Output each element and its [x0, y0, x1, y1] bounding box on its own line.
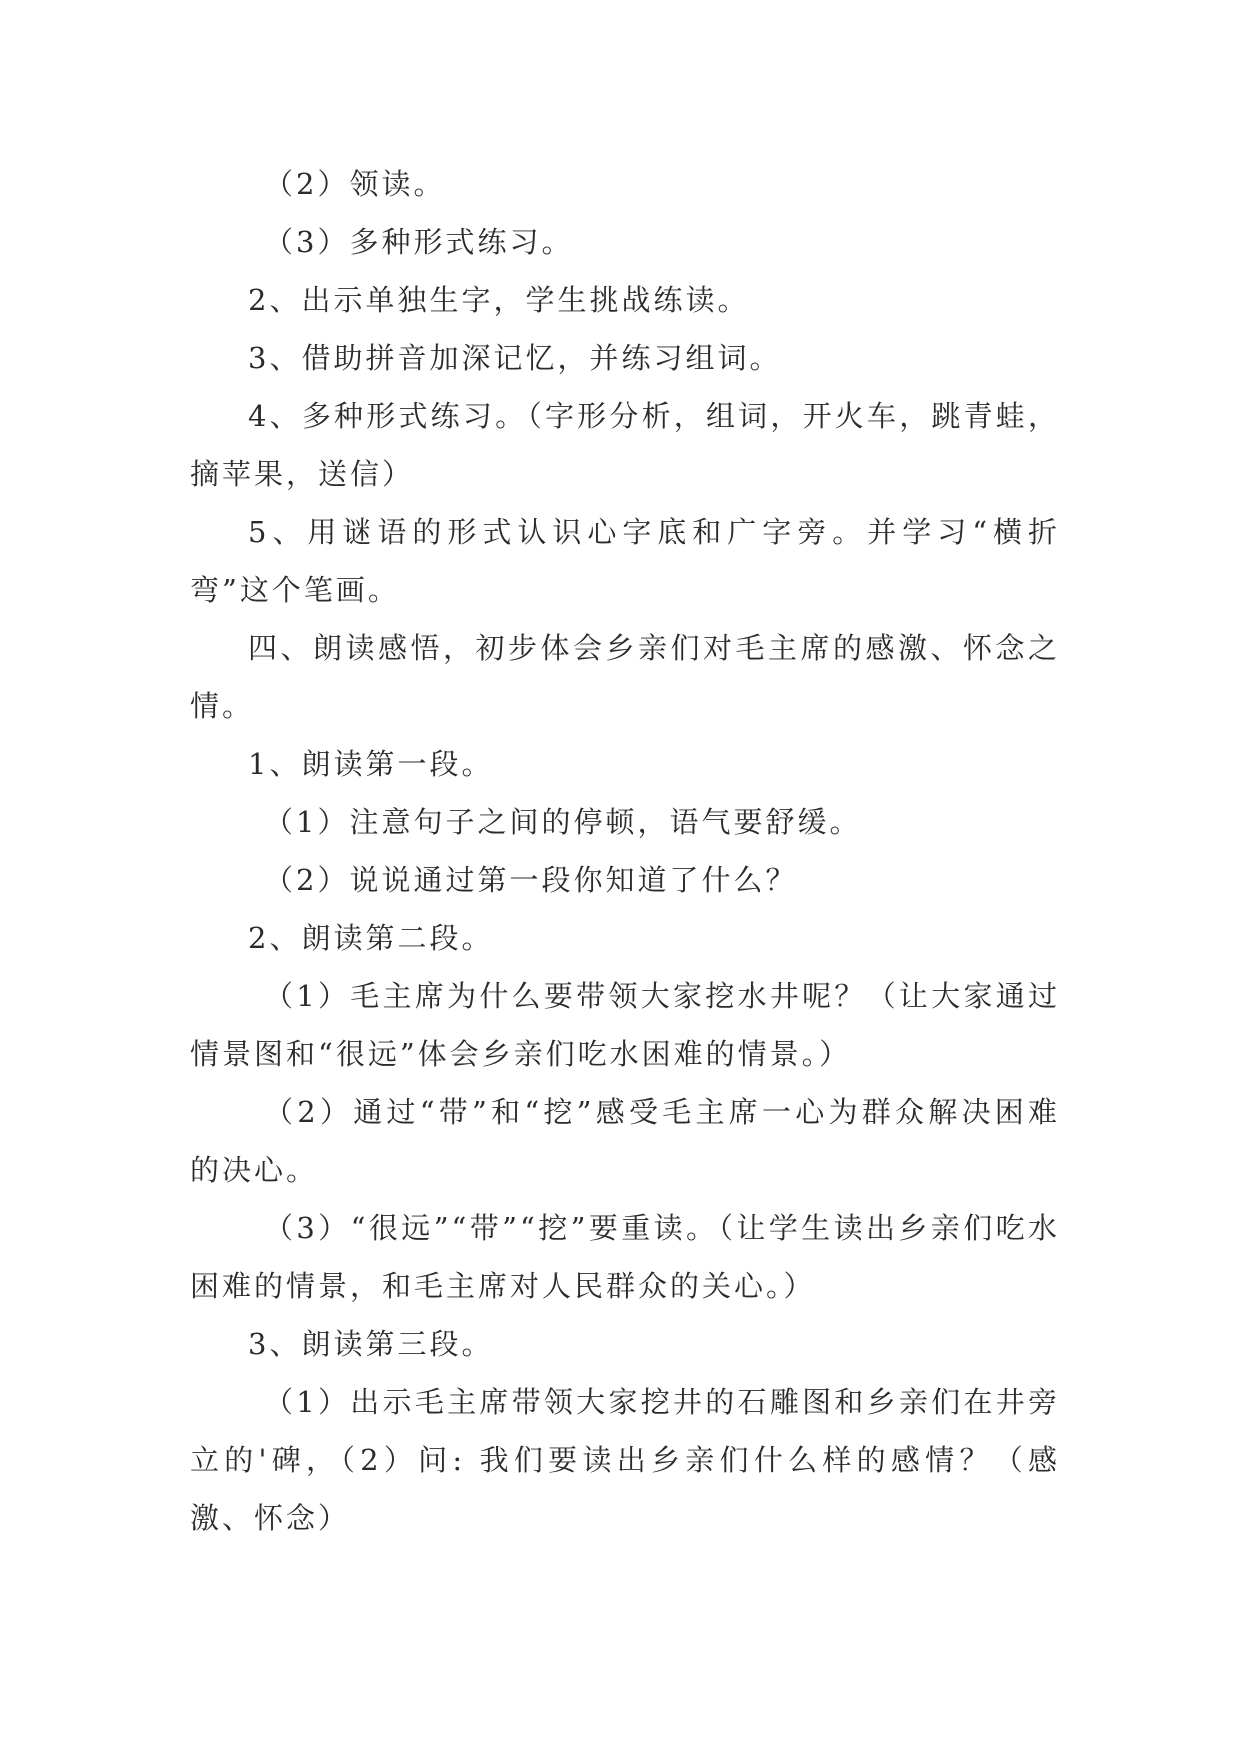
section-heading: 四、朗读感悟，初步体会乡亲们对毛主席的感激、怀念之情。	[190, 631, 1060, 723]
paragraph: （2）说说通过第一段你知道了什么？	[264, 863, 798, 897]
paragraph: 2、出示单独生字，学生挑战练读。	[248, 283, 750, 317]
paragraph: （1）出示毛主席带领大家挖井的石雕图和乡亲们在井旁立的'碑，（2）问: 我们要读出乡亲们什么样的感情？（感激、怀念）	[190, 1385, 1060, 1535]
paragraph: （3）“很远”“带”“挖”要重读。（让学生读出乡亲们吃水困难的情景，和毛主席对人民群众的关心。）	[190, 1211, 1060, 1303]
paragraph: （1）注意句子之间的停顿，语气要舒缓。	[264, 805, 862, 839]
paragraph: 4、多种形式练习。（字形分析，组词，开火车，跳青蛙，摘苹果，送信）	[190, 399, 1060, 491]
document-body	[190, 155, 1060, 1547]
paragraph: 1、朗读第一段。	[248, 747, 494, 781]
paragraph: 3、借助拼音加深记忆，并练习组词。	[248, 341, 782, 375]
paragraph: （2）领读。	[264, 167, 446, 201]
paragraph: （3）多种形式练习。	[264, 225, 574, 259]
paragraph: （2）通过“带”和“挖”感受毛主席一心为群众解决困难的决心。	[190, 1095, 1060, 1187]
paragraph: 2、朗读第二段。	[248, 921, 494, 955]
paragraph: 3、朗读第三段。	[248, 1327, 494, 1361]
paragraph: （1）毛主席为什么要带领大家挖水井呢？（让大家通过情景图和“很远”体会乡亲们吃水困难的情景。）	[190, 979, 1060, 1071]
paragraph: 5、用谜语的形式认识心字底和广字旁。并学习“横折弯”这个笔画。	[190, 515, 1060, 607]
